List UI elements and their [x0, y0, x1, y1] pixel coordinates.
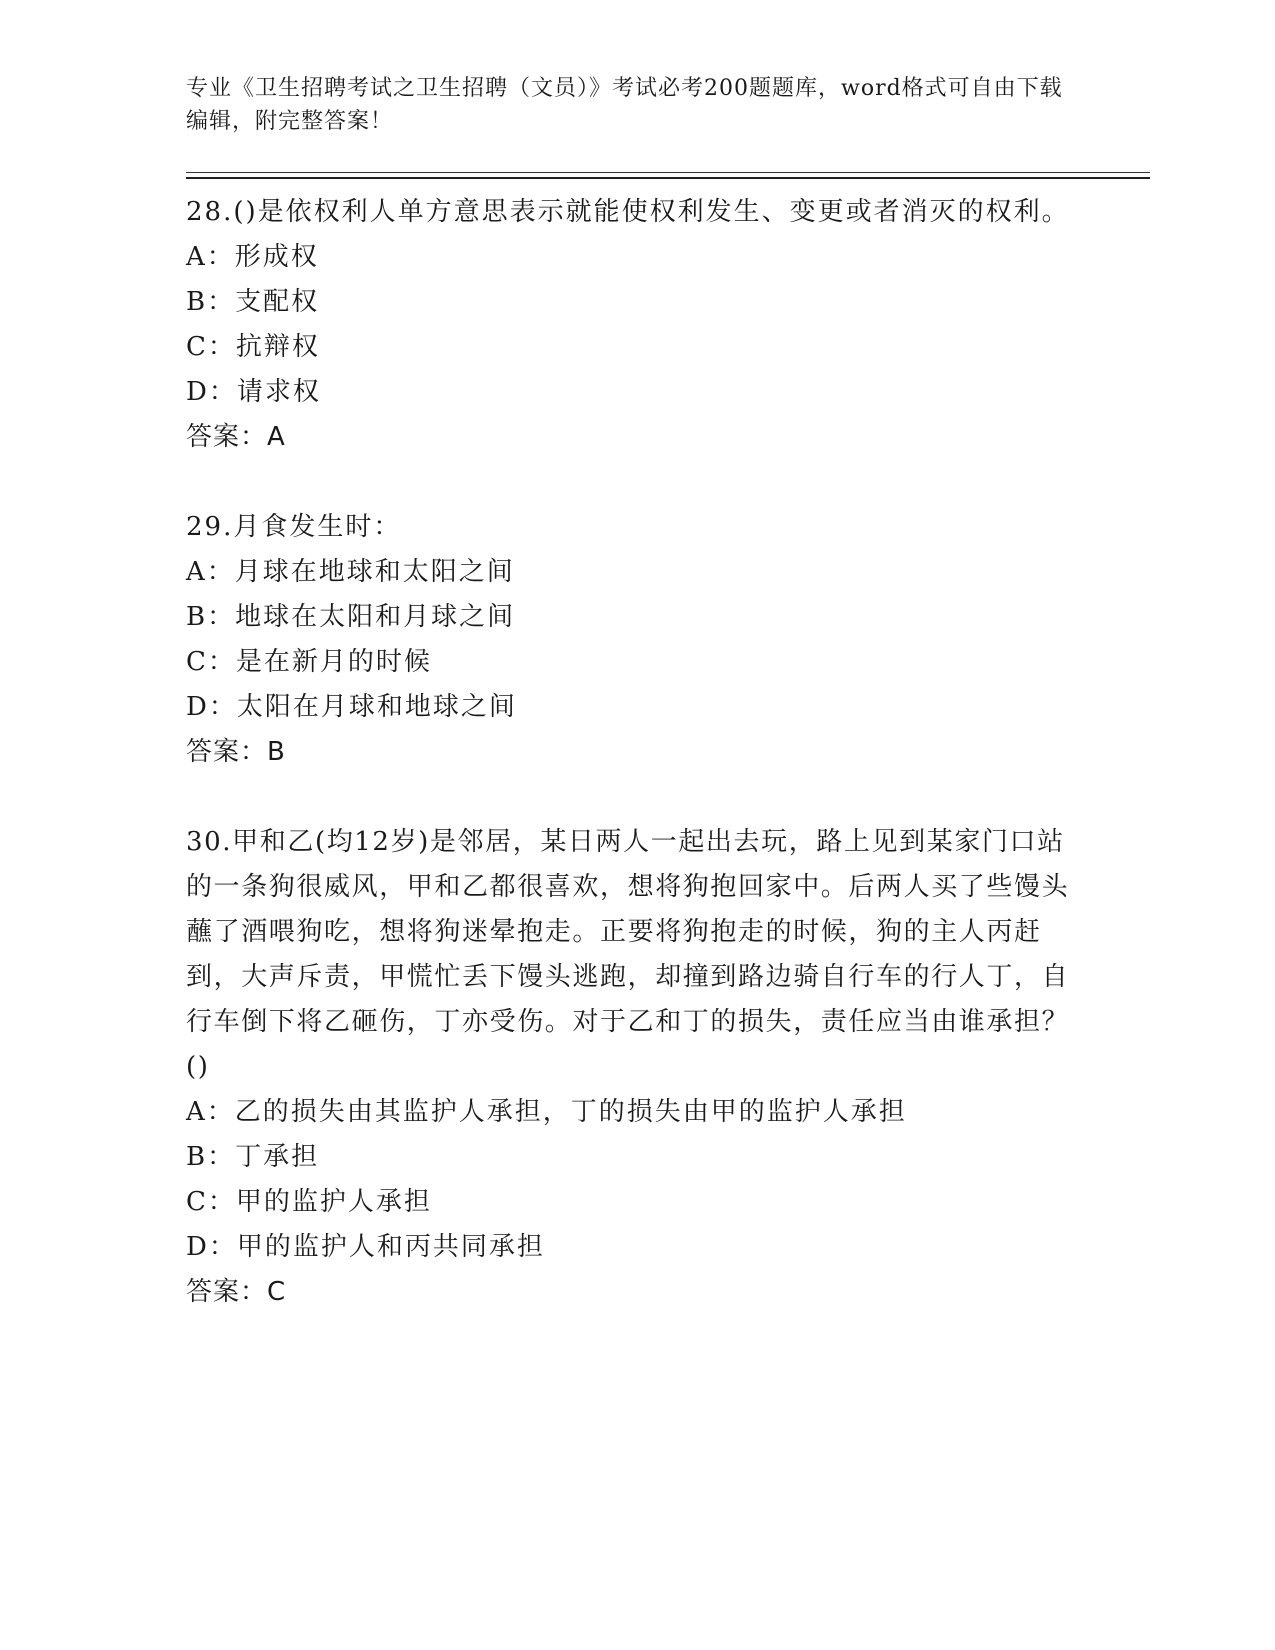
option-key: A：	[186, 557, 235, 587]
option-a	[186, 550, 1086, 595]
document-header	[186, 72, 1066, 138]
answer-line: 答案：A	[186, 422, 286, 452]
option-b	[186, 595, 1086, 640]
option-c	[186, 325, 1086, 370]
option-a	[186, 235, 1086, 280]
option-d	[186, 370, 1086, 415]
header-divider-thick	[186, 177, 1150, 179]
question-28	[186, 190, 1086, 460]
option-key: B：	[186, 602, 236, 632]
option-key: A：	[186, 1097, 235, 1127]
option-text: 太阳在月球和地球之间	[236, 692, 517, 722]
answer-line: 答案：C	[186, 1277, 287, 1307]
question-29	[186, 505, 1086, 775]
option-key: C：	[186, 1187, 236, 1217]
option-text: 是在新月的时候	[235, 647, 432, 677]
question-stem: 30.甲和乙(均12岁)是邻居，某日两人一起出去玩，路上见到某家门口站的一条狗很威风，甲和乙都很喜欢，想将狗抱回家中。后两人买了些馒头蘸了酒喂狗吃，想将狗迷晕抱走。正要将狗抱走的时候，狗的主人丙赶到，大声斥责，甲慌忙丢下馒头逃跑，却撞到路边骑自行车的行人丁，自行车倒下将乙砸伤，丁亦受伤。对于乙和丁的损失，责任应当由谁承担？()	[186, 827, 1070, 1082]
option-key: C：	[186, 647, 236, 677]
option-text: 地球在太阳和月球之间	[235, 602, 516, 632]
question-spacer	[186, 775, 1086, 820]
option-text: 甲的监护人和丙共同承担	[236, 1232, 545, 1262]
option-key: D：	[186, 377, 237, 407]
option-key: B：	[186, 287, 236, 317]
option-b	[186, 280, 1086, 325]
option-text: 形成权	[234, 242, 319, 272]
header-text: 专业《卫生招聘考试之卫生招聘（文员）》考试必考200题题库，word格式可自由下载编辑，附完整答案！	[186, 76, 1063, 134]
option-key: C：	[186, 332, 236, 362]
option-text: 请求权	[236, 377, 321, 407]
option-text: 甲的监护人承担	[235, 1187, 432, 1217]
option-d	[186, 685, 1086, 730]
question-stem: 29.月食发生时：	[186, 512, 402, 542]
question-spacer	[186, 460, 1086, 505]
option-a	[186, 1090, 1086, 1135]
question-stem: 28.()是依权利人单方意思表示就能使权利发生、变更或者消灭的权利。	[186, 197, 1070, 227]
question-list	[186, 190, 1086, 1315]
option-key: A：	[186, 242, 235, 272]
option-key: B：	[186, 1142, 236, 1172]
option-text: 支配权	[235, 287, 320, 317]
option-key: D：	[186, 1232, 237, 1262]
option-key: D：	[186, 692, 237, 722]
option-b	[186, 1135, 1086, 1180]
option-text: 抗辩权	[235, 332, 320, 362]
option-text: 丁承担	[235, 1142, 320, 1172]
question-30	[186, 820, 1086, 1315]
header-divider-thin	[186, 172, 1150, 173]
option-d	[186, 1225, 1086, 1270]
option-text: 乙的损失由其监护人承担，丁的损失由甲的监护人承担	[234, 1097, 907, 1127]
option-text: 月球在地球和太阳之间	[234, 557, 515, 587]
answer-line: 答案：B	[186, 737, 286, 767]
option-c	[186, 640, 1086, 685]
option-c	[186, 1180, 1086, 1225]
